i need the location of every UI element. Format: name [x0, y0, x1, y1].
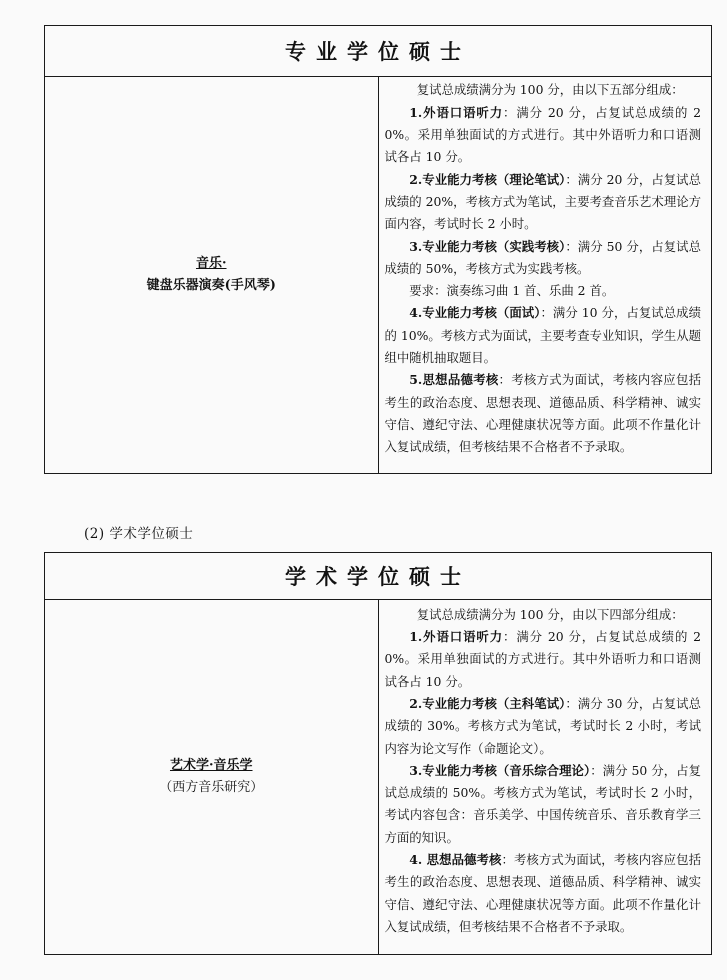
professional-degree-table [44, 25, 712, 474]
list-item: 要求：演奏练习曲 1 首、乐曲 2 首。 [409, 283, 615, 299]
list-item: 1.外语口语听力：满分 20 分，占复试总成绩的 20%。采用单独面试的方式进行。其中外语听力和口语测试各占 10 分。 [384, 629, 702, 689]
program-direction: （西方音乐研究） [159, 780, 264, 795]
table-header: 学术学位硕士 [45, 553, 712, 600]
requirements-cell [378, 77, 712, 474]
list-item: 1.外语口语听力：满分 20 分，占复试总成绩的 20%。采用单独面试的方式进行。其中外语听力和口语测试各占 10 分。 [384, 104, 702, 165]
program-name: 音乐· [195, 256, 227, 271]
list-item: 2.专业能力考核（主科笔试）：满分 30 分，占复试总成绩的 30%。考核方式为笔试，考试时长 2 小时，考试内容为论文写作（命题论文）。 [384, 695, 701, 756]
list-item: 2.专业能力考核（理论笔试）：满分 20 分，占复试总成绩的 20%，考核方式为笔试，主要考查音乐艺术理论方面内容，考试时长 2 小时。 [384, 171, 701, 232]
list-item: 3.专业能力考核（实践考核）：满分 50 分，占复试总成绩的 50%，考核方式为实践考核。 [384, 238, 701, 276]
table-header: 专业学位硕士 [45, 26, 712, 77]
list-item: 4.专业能力考核（面试）：满分 10 分，占复试总成绩的 10%。考核方式为面试，主要考查专业知识，学生从题组中随机抽取题目。 [384, 305, 701, 366]
program-direction: 键盘乐器演奏(手风琴) [146, 278, 276, 293]
program-cell [45, 77, 379, 474]
program-name: 艺术学·音乐学 [169, 758, 253, 773]
intro-text: 复试总成绩满分为 100 分，由以下五部分组成： [416, 82, 684, 98]
program-cell [45, 600, 379, 955]
academic-degree-table [44, 552, 712, 955]
list-item: 5.思想品德考核：考核方式为面试，考核内容应包括考生的政治态度、思想表现、道德品质、科学精神、诚实守信、遵纪守法、心理健康状况等方面。此项不作量化计入复试成绩，但考核结果不合格者不予录取。 [384, 372, 702, 455]
list-item: 3.专业能力考核（音乐综合理论）：满分 50 分，占复试总成绩的 50%。考核方式为笔试，考试时长 2 小时，考试内容包含：音乐美学、中国传统音乐、音乐教育学三方面的知识。 [384, 762, 701, 845]
intro-text: 复试总成绩满分为 100 分，由以下四部分组成： [416, 606, 684, 622]
requirements-cell [378, 600, 712, 955]
list-item: 4. 思想品德考核：考核方式为面试，考核内容应包括考生的政治态度、思想表现、道德品质、科学精神、诚实守信、遵纪守法、心理健康状况等方面。此项不作量化计入复试成绩，但考核结果不合格者不予录取。 [384, 852, 702, 934]
section-subtitle: (2) 学术学位硕士 [84, 526, 194, 542]
